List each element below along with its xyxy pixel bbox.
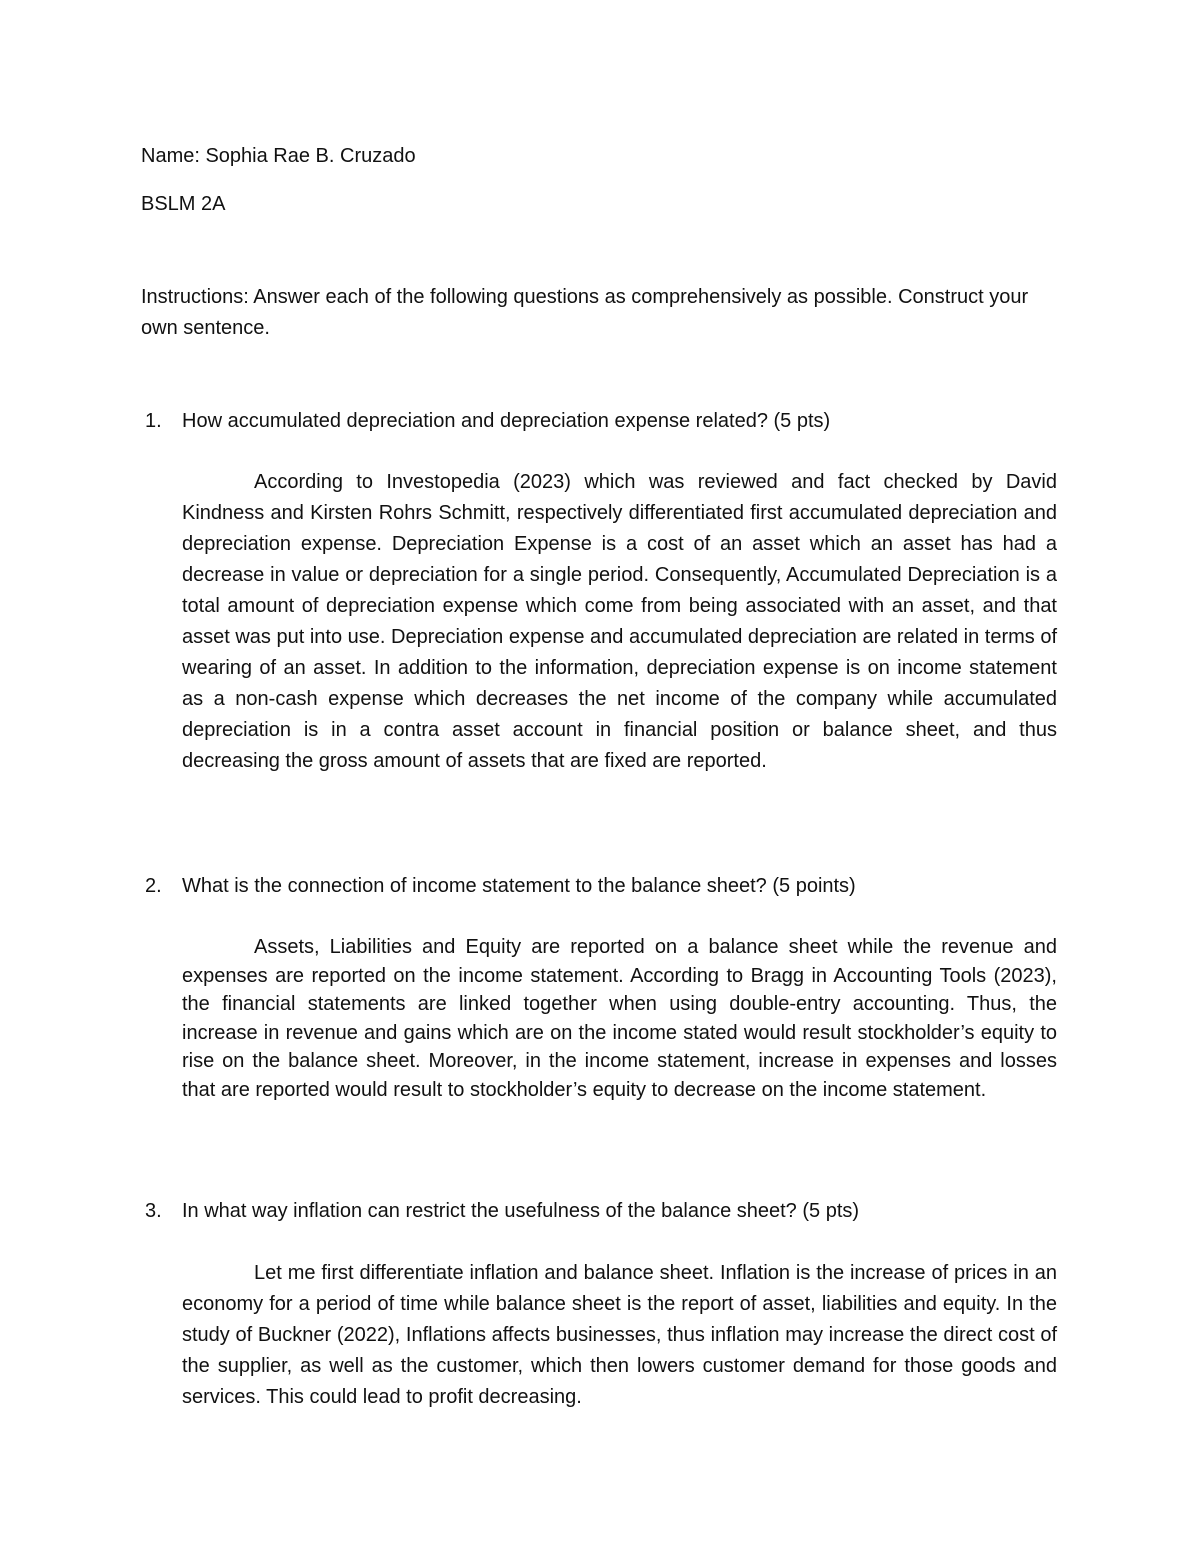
question-3-text: In what way inflation can restrict the usefulness of the balance sheet? (5 pts) [182, 1200, 860, 1222]
answer-3-text: Let me first differentiate inflation and balance sheet. Inflation is the increase of prices in an economy for a period of time while balance sheet is the report of asset, liabilities and equity. In the study of Buckner (2022), Inflations affects businesses, thus inflation may increase the direct cost of the supplier, as well as the customer, which then lowers customer demand for those goods and services. This could lead to profit decreasing. [182, 1262, 1057, 1408]
student-name: Name: Sophia Rae B. Cruzado [141, 145, 416, 167]
question-2-text: What is the connection of income statement to the balance sheet? (5 points) [182, 875, 856, 897]
question-2-number: 2. [145, 875, 162, 897]
question-1-number: 1. [145, 410, 162, 432]
question-1-text: How accumulated depreciation and depreciation expense related? (5 pts) [182, 410, 831, 432]
question-3-number: 3. [145, 1200, 162, 1222]
answer-1-text: According to Investopedia (2023) which was reviewed and fact checked by David Kindness and Kirsten Rohrs Schmitt, respectively differentiated first accumulated depreciation and depreciation expense. Depreciation Expense is a cost of an asset which an asset has had a decrease in value or depreciation for a single period. Consequently, Accumulated Depreciation is a total amount of depreciation expense which come from being associated with an asset, and that asset was put into use. Depreciation expense and accumulated depreciation are related in terms of wearing of an asset. In addition to the information, depreciation expense is on income statement as a non-cash expense which decreases the net income of the company while accumulated depreciation is in a contra asset account in financial position or balance sheet, and thus decreasing the gross amount of assets that are fixed are reported. [182, 471, 1057, 772]
instructions-text: Instructions: Answer each of the following questions as comprehensively as possible. Construct your own sentence. [141, 286, 1029, 339]
student-section: BSLM 2A [141, 193, 226, 215]
answer-2-text: Assets, Liabilities and Equity are reported on a balance sheet while the revenue and expenses are reported on the income statement. According to Bragg in Accounting Tools (2023), the financial statements are linked together when using double-entry accounting. Thus, the increase in revenue and gains which are on the income stated would result stockholder’s equity to rise on the balance sheet. Moreover, in the income statement, increase in expenses and losses that are reported would result to stockholder’s equity to decrease on the income statement. [182, 936, 1057, 1101]
